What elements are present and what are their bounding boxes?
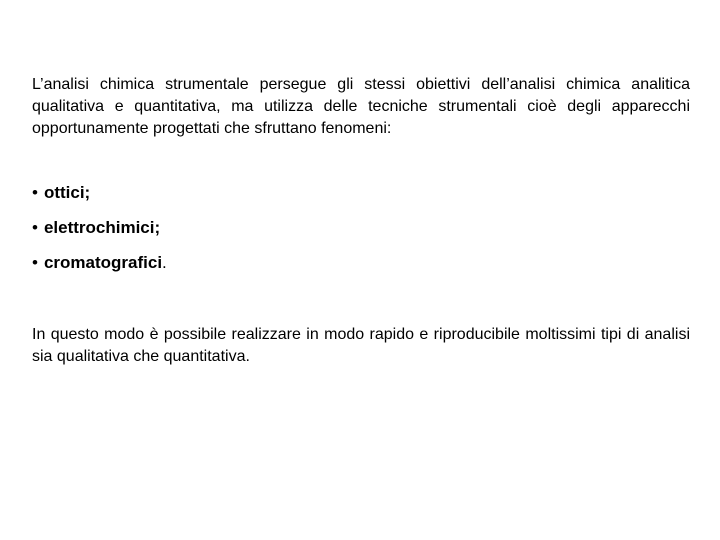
bullet-mark: •: [32, 253, 38, 272]
list-item-tail: .: [162, 253, 167, 272]
list-item: [32, 182, 167, 217]
intro-paragraph: L’analisi chimica strumentale persegue gli stessi obiettivi dell’analisi chimica analitica qualitativa e quantitativa, ma utilizza delle tecniche strumentali cioè degli apparecchi opportunamente progettati che sfruttano fenomeni:: [32, 76, 690, 137]
list-item-text: ottici;: [43, 183, 91, 202]
list-item: [32, 217, 167, 252]
list-item-text: cromatografici: [43, 253, 163, 272]
list-item-text: elettrochimici;: [43, 218, 161, 237]
phenomena-list: [32, 182, 167, 287]
bullet-mark: •: [32, 183, 38, 202]
outro-paragraph: In questo modo è possibile realizzare in modo rapido e riproducibile moltissimi tipi di analisi sia qualitativa che quantitativa.: [32, 326, 690, 365]
bullet-mark: •: [32, 218, 38, 237]
list-item: [32, 252, 167, 287]
